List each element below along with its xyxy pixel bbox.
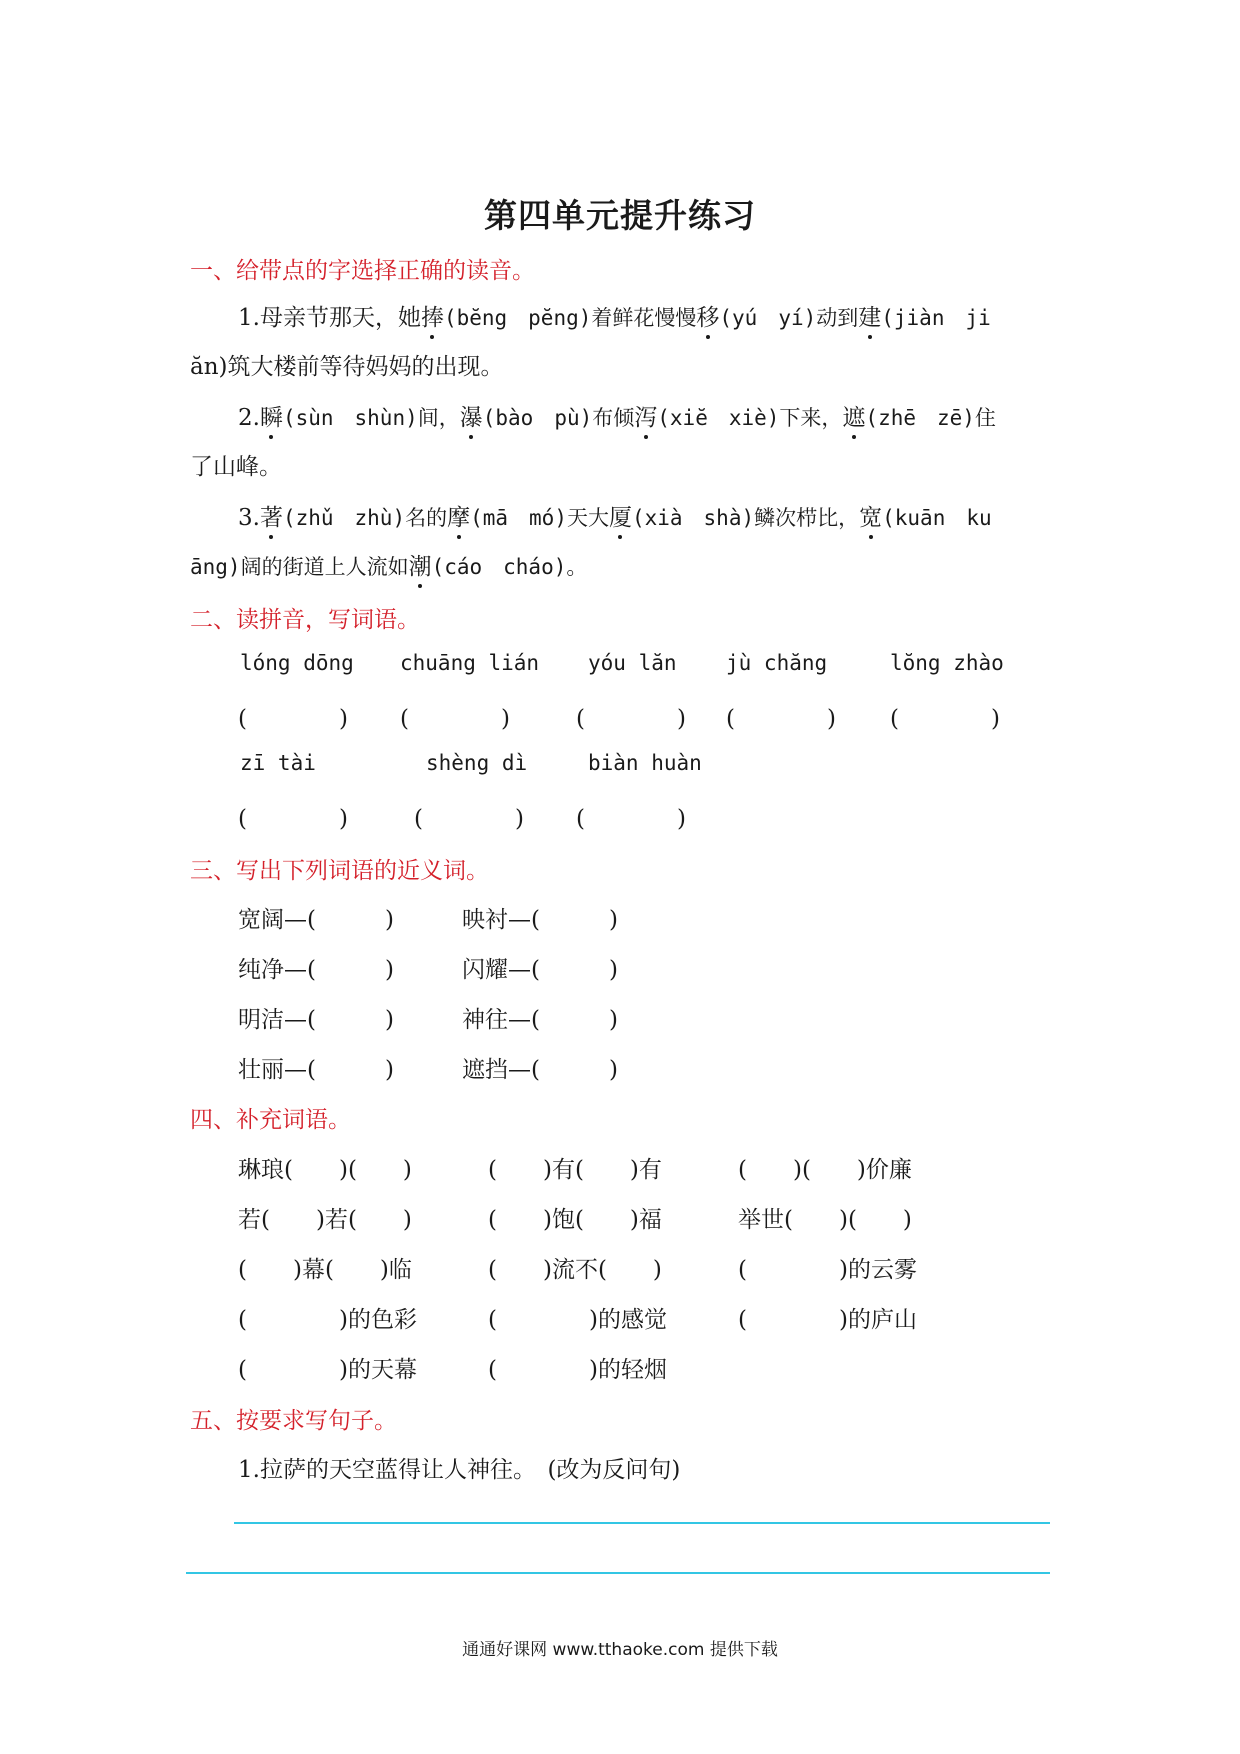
q1-line-1	[238, 299, 991, 332]
q2-line-1	[238, 399, 996, 432]
pinyin-2: chuāng lián	[400, 651, 540, 675]
fill-item[interactable]: 举世( )( )	[738, 1207, 912, 1233]
q3-line-2	[190, 548, 587, 581]
synonym-item[interactable]: 壮丽—( )	[238, 1057, 394, 1083]
synonym-item[interactable]: 神往—( )	[462, 1007, 618, 1033]
answer-line[interactable]	[186, 1572, 1050, 1574]
answer-paren[interactable]: ( )	[890, 706, 1000, 732]
q2-text: (sùn shùn)间，	[282, 406, 460, 430]
synonym-item[interactable]: 闪耀—( )	[462, 957, 618, 983]
q3-text: (kuān ku	[882, 506, 992, 530]
answer-paren[interactable]: ( )	[576, 706, 686, 732]
q2-text: (bào pù)布倾	[482, 406, 635, 430]
q2-text: 2.	[238, 405, 260, 431]
q3-text: (zhǔ zhù)名的	[282, 506, 448, 530]
q1-text: 1.母亲节那天，她	[238, 305, 421, 331]
fill-item[interactable]: 若( )若( )	[238, 1207, 412, 1233]
q1-text: (yú yí)动到	[719, 306, 859, 330]
dotted-char: 宽	[859, 499, 882, 532]
fill-item[interactable]: ( )有( )有	[488, 1157, 662, 1183]
pinyin-6: zī tài	[240, 751, 316, 775]
fill-item[interactable]: ( )幕( )临	[238, 1257, 412, 1283]
pinyin-5: lŏng zhào	[890, 651, 1004, 675]
q3-text: (xià shà)鳞次栉比，	[631, 506, 860, 530]
section-heading-5: 五、按要求写句子。	[190, 1408, 397, 1434]
fill-item[interactable]: 琳琅( )( )	[238, 1157, 412, 1183]
dotted-char: 著	[260, 499, 283, 532]
fill-item[interactable]: ( )饱( )福	[488, 1207, 662, 1233]
q1-line-2: ăn)筑大楼前等待妈妈的出现。	[190, 354, 504, 380]
pinyin-4: jù chăng	[726, 651, 828, 675]
q3-text: (cáo cháo)。	[431, 555, 588, 579]
footer-source: 通通好课网 www.tthaoke.com 提供下载	[462, 1640, 778, 1660]
dotted-char: 遮	[842, 399, 865, 432]
dotted-char: 建	[858, 299, 881, 332]
fill-item[interactable]: ( )( )价廉	[738, 1157, 912, 1183]
fill-item[interactable]: ( )的天幕	[238, 1357, 417, 1383]
answer-paren[interactable]: ( )	[400, 706, 510, 732]
fill-item[interactable]: ( )的庐山	[738, 1307, 917, 1333]
q2-text: (xiĕ xiè)下来，	[657, 406, 843, 430]
q3-text: 3.	[238, 505, 260, 531]
dotted-char: 厦	[609, 499, 632, 532]
synonym-item[interactable]: 宽阔—( )	[238, 907, 394, 933]
dotted-char: 摩	[447, 499, 470, 532]
sentence-question-1: 1.拉萨的天空蓝得让人神往。 (改为反问句)	[238, 1457, 681, 1483]
section-heading-4: 四、补充词语。	[190, 1107, 351, 1133]
pinyin-3: yóu lăn	[588, 651, 677, 675]
q1-text: (jiàn ji	[881, 306, 991, 330]
answer-paren[interactable]: ( )	[414, 806, 524, 832]
section-heading-3: 三、写出下列词语的近义词。	[190, 858, 489, 884]
q1-text: (bĕng pĕng)着鲜花慢慢	[443, 306, 697, 330]
page-title: 第四单元提升练习	[484, 196, 756, 235]
dotted-char: 潮	[409, 548, 432, 581]
section-heading-1: 一、给带点的字选择正确的读音。	[190, 258, 535, 284]
pinyin-7: shèng dì	[426, 751, 528, 775]
pinyin-8: biàn huàn	[588, 751, 702, 775]
dotted-char: 移	[696, 299, 719, 332]
fill-item[interactable]: ( )的色彩	[238, 1307, 417, 1333]
pinyin-1: lóng dōng	[240, 651, 354, 675]
q2-line-2: 了山峰。	[190, 454, 282, 480]
answer-paren[interactable]: ( )	[576, 806, 686, 832]
synonym-item[interactable]: 遮挡—( )	[462, 1057, 618, 1083]
dotted-char: 捧	[421, 299, 444, 332]
synonym-item[interactable]: 映衬—( )	[462, 907, 618, 933]
fill-item[interactable]: ( )的感觉	[488, 1307, 667, 1333]
answer-paren[interactable]: ( )	[726, 706, 836, 732]
dotted-char: 瀑	[460, 399, 483, 432]
section-heading-2: 二、读拼音，写词语。	[190, 607, 420, 633]
q2-text: (zhē zē)住	[865, 406, 996, 430]
q3-text: (mā mó)天大	[470, 506, 609, 530]
fill-item[interactable]: ( )的轻烟	[488, 1357, 667, 1383]
answer-paren[interactable]: ( )	[238, 706, 348, 732]
q3-text: āng)阔的街道上人流如	[190, 555, 409, 579]
dotted-char: 泻	[634, 399, 657, 432]
synonym-item[interactable]: 明洁—( )	[238, 1007, 394, 1033]
dotted-char: 瞬	[260, 399, 283, 432]
answer-paren[interactable]: ( )	[238, 806, 348, 832]
fill-item[interactable]: ( )的云雾	[738, 1257, 917, 1283]
q3-line-1	[238, 499, 992, 532]
synonym-item[interactable]: 纯净—( )	[238, 957, 394, 983]
answer-line[interactable]	[234, 1522, 1050, 1524]
fill-item[interactable]: ( )流不( )	[488, 1257, 662, 1283]
